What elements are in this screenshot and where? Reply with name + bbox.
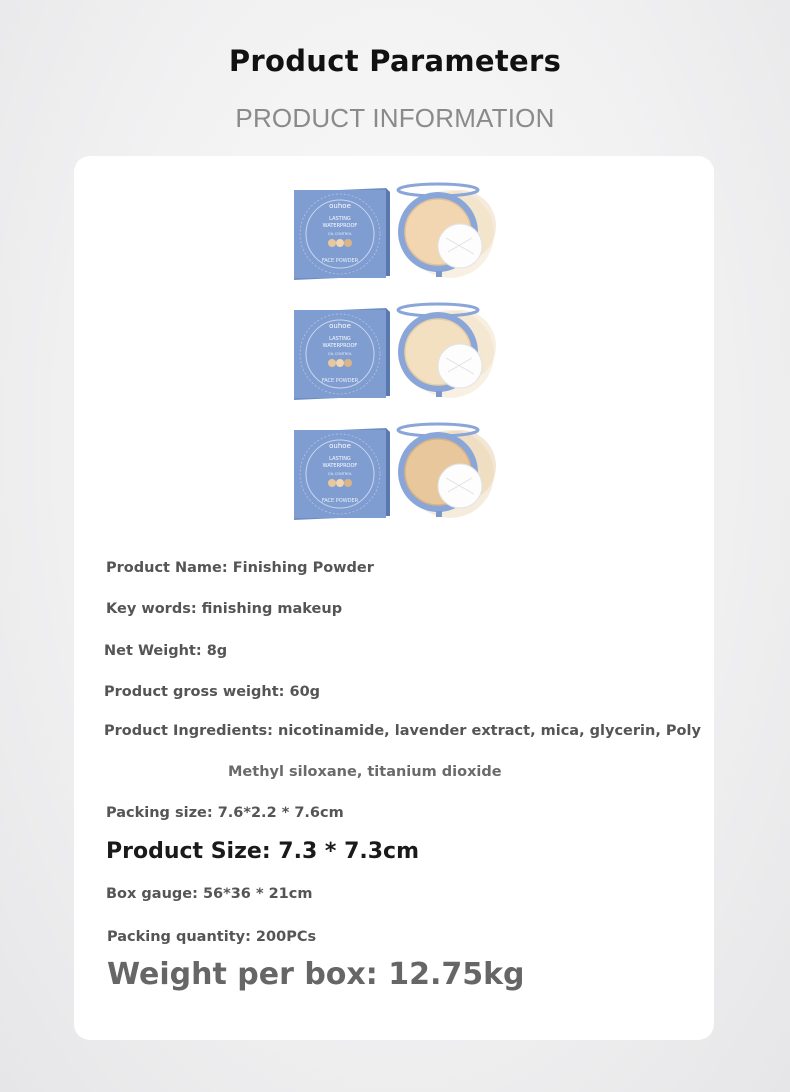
compact-with-puff [398,184,496,278]
brand-label: ouhoe [329,442,351,450]
spec-net-weight: Net Weight: 8g [104,643,228,659]
spec-packing-quantity: Packing quantity: 200PCs [107,929,317,945]
spec-key-words: Key words: finishing makeup [106,601,343,617]
page-title: Product Parameters [228,44,562,78]
svg-text:OIL CONTROL: OIL CONTROL [328,352,352,356]
spec-box-gauge: Box gauge: 56*36 * 21cm [106,886,313,902]
svg-text:WATERPROOF: WATERPROOF [322,223,358,229]
product-image-3 [290,416,500,526]
svg-text:LASTING: LASTING [329,216,351,222]
svg-text:WATERPROOF: WATERPROOF [322,343,358,349]
brand-label: ouhoe [329,202,351,210]
spec-product-size: Product Size: 7.3 * 7.3cm [106,839,420,864]
svg-text:FACE POWDER: FACE POWDER [321,258,359,264]
svg-text:LASTING: LASTING [329,456,351,462]
powder-box [294,188,390,280]
svg-text:LASTING: LASTING [329,336,351,342]
spec-packing-size: Packing size: 7.6*2.2 * 7.6cm [106,805,344,821]
spec-gross-weight: Product gross weight: 60g [104,684,321,700]
svg-text:FACE POWDER: FACE POWDER [321,498,359,504]
spec-ingredients: Product Ingredients: nicotinamide, lavender extract, mica, glycerin, Poly [104,723,701,739]
svg-text:OIL CONTROL: OIL CONTROL [328,232,352,236]
spec-weight-per-box: Weight per box: 12.75kg [107,957,525,992]
product-info-card [74,156,714,1040]
page-subtitle: PRODUCT INFORMATION [235,103,555,133]
spec-ingredients-cont: Methyl siloxane, titanium dioxide [228,764,502,780]
svg-text:OIL CONTROL: OIL CONTROL [328,472,352,476]
product-image-1 [290,176,500,286]
svg-text:WATERPROOF: WATERPROOF [322,463,358,469]
brand-label: ouhoe [329,322,351,330]
svg-text:FACE POWDER: FACE POWDER [321,378,359,384]
spec-product-name: Product Name: Finishing Powder [106,560,374,576]
product-image-2 [290,296,500,406]
